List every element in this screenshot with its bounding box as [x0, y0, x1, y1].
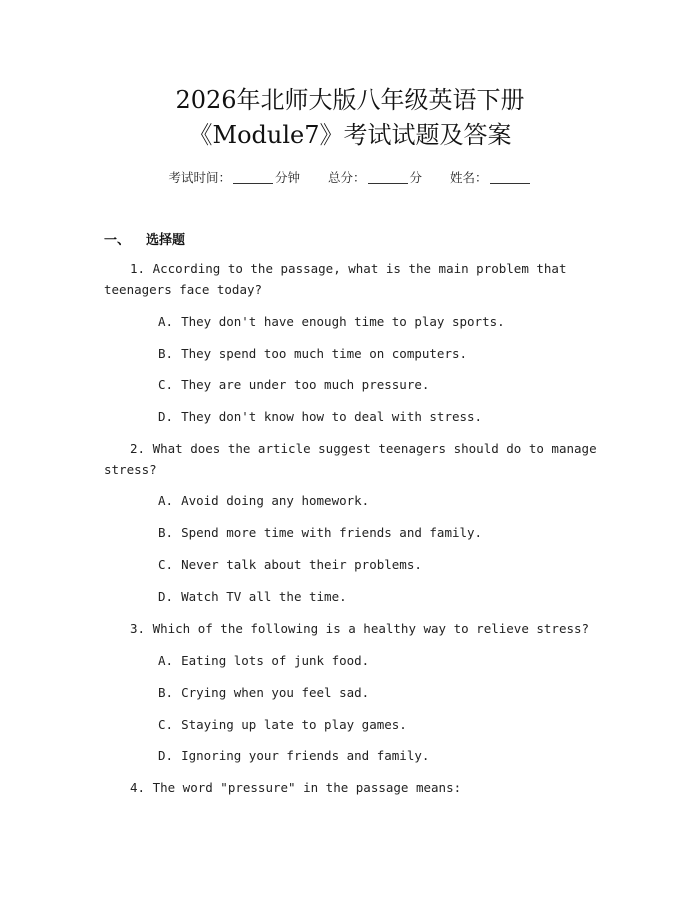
total-score-label: 总分：	[327, 170, 366, 185]
exam-time-unit: 分钟	[274, 170, 300, 185]
option-text: Eating lots of junk food.	[181, 653, 370, 668]
question-2-option-d	[158, 587, 347, 607]
total-score-field	[328, 170, 422, 185]
question-2-option-c	[158, 555, 422, 575]
exam-time-label: 考试时间：	[168, 170, 231, 185]
question-1-option-a	[158, 312, 505, 332]
option-letter: A.	[158, 493, 174, 508]
question-3-option-a	[158, 651, 369, 671]
name-label: 姓名：	[450, 170, 488, 185]
exam-time-field	[168, 170, 300, 185]
option-text: Staying up late to play games.	[181, 717, 407, 732]
option-letter: C.	[158, 377, 174, 392]
question-2-option-b	[158, 523, 482, 543]
total-score-unit: 分	[409, 170, 423, 185]
option-text: Crying when you feel sad.	[181, 685, 370, 700]
question-1-option-b	[158, 344, 467, 364]
question-1-option-c	[158, 375, 429, 395]
option-letter: C.	[158, 557, 174, 572]
exam-info-line	[0, 168, 700, 186]
total-score-blank	[368, 171, 408, 184]
section-heading	[104, 229, 185, 248]
page-title: 2026年北师大版八年级英语下册	[175, 86, 525, 114]
option-letter: D.	[158, 748, 174, 763]
question-2-option-a	[158, 491, 369, 511]
page-subtitle: 《Module7》考试试题及答案	[188, 121, 512, 149]
question-2: 2. What does the article suggest teenagers should do to manage stress?	[104, 441, 597, 477]
question-1: 1. According to the passage, what is the main problem that teenagers face today?	[104, 261, 567, 297]
question-3-option-c	[158, 715, 407, 735]
option-text: They are under too much pressure.	[181, 377, 430, 392]
option-text: They spend too much time on computers.	[181, 346, 468, 361]
option-letter: D.	[158, 409, 174, 424]
option-letter: A.	[158, 653, 174, 668]
option-letter: A.	[158, 314, 174, 329]
question-3: 3. Which of the following is a healthy way to relieve stress?	[130, 621, 590, 636]
option-text: They don't have enough time to play sports.	[181, 314, 505, 329]
question-3-option-b	[158, 683, 369, 703]
question-1-option-d	[158, 407, 482, 427]
section-title: 选择题	[146, 233, 186, 248]
option-letter: B.	[158, 685, 174, 700]
option-text: Watch TV all the time.	[181, 589, 347, 604]
option-text: Ignoring your friends and family.	[181, 748, 430, 763]
option-text: They don't know how to deal with stress.	[181, 409, 483, 424]
option-text: Spend more time with friends and family.	[181, 525, 483, 540]
option-text: Avoid doing any homework.	[181, 493, 370, 508]
question-4: 4. The word "pressure" in the passage means:	[130, 780, 462, 795]
question-3-option-d	[158, 746, 429, 766]
option-letter: B.	[158, 346, 174, 361]
option-text: Never talk about their problems.	[181, 557, 422, 572]
name-field	[450, 170, 532, 185]
name-blank	[490, 171, 530, 184]
exam-time-blank	[233, 171, 273, 184]
option-letter: B.	[158, 525, 174, 540]
section-number: 一、	[104, 233, 131, 248]
option-letter: C.	[158, 717, 174, 732]
option-letter: D.	[158, 589, 174, 604]
